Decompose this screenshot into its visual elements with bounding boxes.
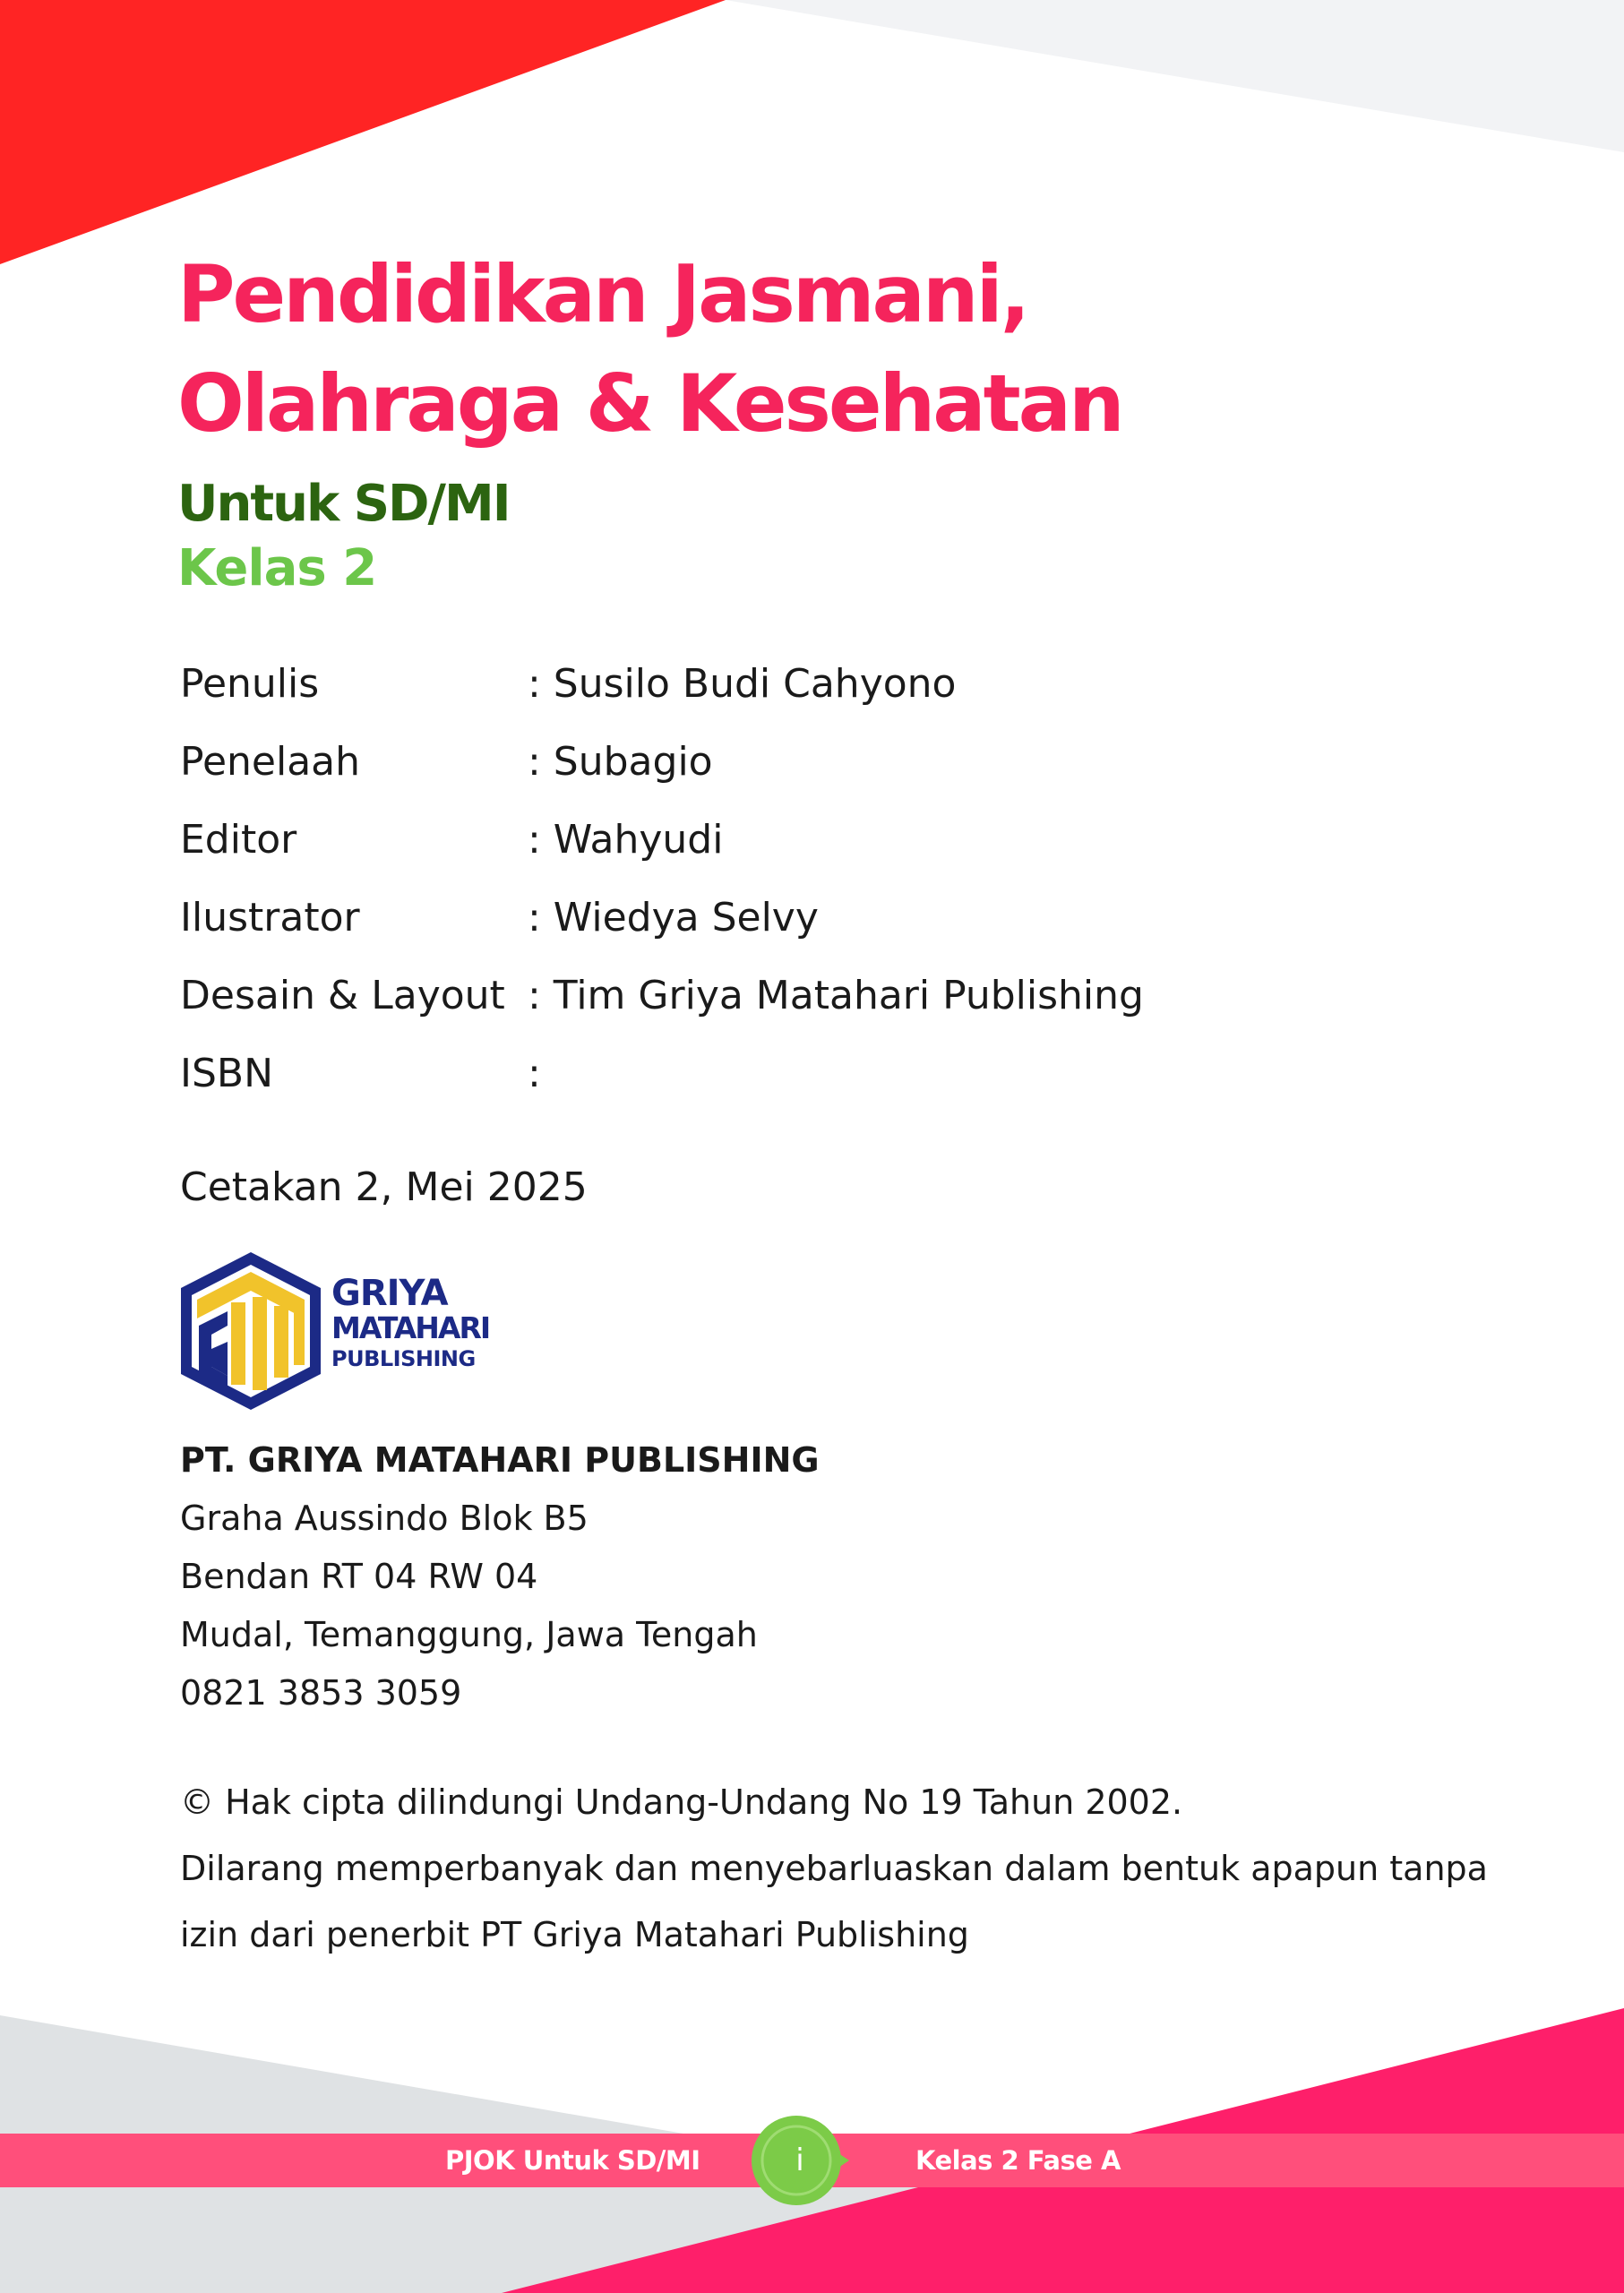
publisher-name: PT. GRIYA MATAHARI PUBLISHING bbox=[180, 1440, 820, 1480]
credit-row-design bbox=[180, 957, 1144, 1035]
credit-label: Penelaah bbox=[180, 739, 361, 785]
book-title-line1: Pendidikan Jasmani, bbox=[177, 248, 1028, 340]
publisher-logo-text bbox=[331, 1275, 489, 1370]
copyright-notice bbox=[180, 1769, 1488, 1968]
credit-row-editor bbox=[180, 801, 1144, 879]
copyright-line1: © Hak cipta dilindungi Undang-Undang No 19 Tahun 2002. bbox=[180, 1782, 1183, 1822]
publisher-address-line2: Bendan RT 04 RW 04 bbox=[180, 1557, 538, 1596]
footer-grade-label: Kelas 2 Fase A bbox=[915, 2145, 1121, 2176]
book-title bbox=[177, 240, 1122, 459]
publisher-phone: 0821 3853 3059 bbox=[180, 1673, 462, 1713]
credit-value: : bbox=[528, 1051, 541, 1096]
credit-row-author bbox=[180, 645, 1144, 723]
credit-label: Ilustrator bbox=[180, 895, 360, 940]
credit-value: : Susilo Budi Cahyono bbox=[528, 661, 957, 707]
credit-row-reviewer bbox=[180, 723, 1144, 801]
credits-list bbox=[180, 645, 1144, 1112]
top-grey-wedge bbox=[726, 0, 1624, 152]
publisher-address-line1: Graha Aussindo Blok B5 bbox=[180, 1499, 589, 1538]
publisher-info bbox=[180, 1431, 820, 1722]
logo-text-line3: PUBLISHING bbox=[331, 1346, 476, 1371]
book-subtitle: Untuk SD/MI bbox=[177, 475, 510, 533]
logo-text-line1: GRIYA bbox=[331, 1273, 448, 1314]
credit-value: : Tim Griya Matahari Publishing bbox=[528, 973, 1144, 1018]
page-number: i bbox=[795, 2143, 804, 2178]
credit-value: : Wiedya Selvy bbox=[528, 895, 819, 940]
credit-label: Editor bbox=[180, 817, 297, 863]
credit-value: : Subagio bbox=[528, 739, 713, 785]
credit-label: Penulis bbox=[180, 661, 320, 707]
logo-text-line2: MATAHARI bbox=[331, 1310, 490, 1345]
publisher-address-line3: Mudal, Temanggung, Jawa Tengah bbox=[180, 1615, 758, 1654]
copyright-line2: Dilarang memperbanyak dan menyebarluaskan dalam bentuk apapun tanpa bbox=[180, 1849, 1488, 1888]
credit-value: : Wahyudi bbox=[528, 817, 724, 863]
footer-book-label: PJOK Untuk SD/MI bbox=[445, 2145, 700, 2176]
printing-edition: Cetakan 2, Mei 2025 bbox=[180, 1164, 588, 1210]
copyright-line3: izin dari penerbit PT Griya Matahari Publishing bbox=[180, 1915, 969, 1954]
book-title-line2: Olahraga & Kesehatan bbox=[177, 357, 1122, 450]
top-red-corner bbox=[0, 0, 726, 264]
book-grade: Kelas 2 bbox=[177, 539, 377, 597]
credit-row-isbn bbox=[180, 1035, 1144, 1112]
credit-label: Desain & Layout bbox=[180, 973, 505, 1018]
credit-row-illustrator bbox=[180, 879, 1144, 957]
credit-label: ISBN bbox=[180, 1051, 274, 1096]
